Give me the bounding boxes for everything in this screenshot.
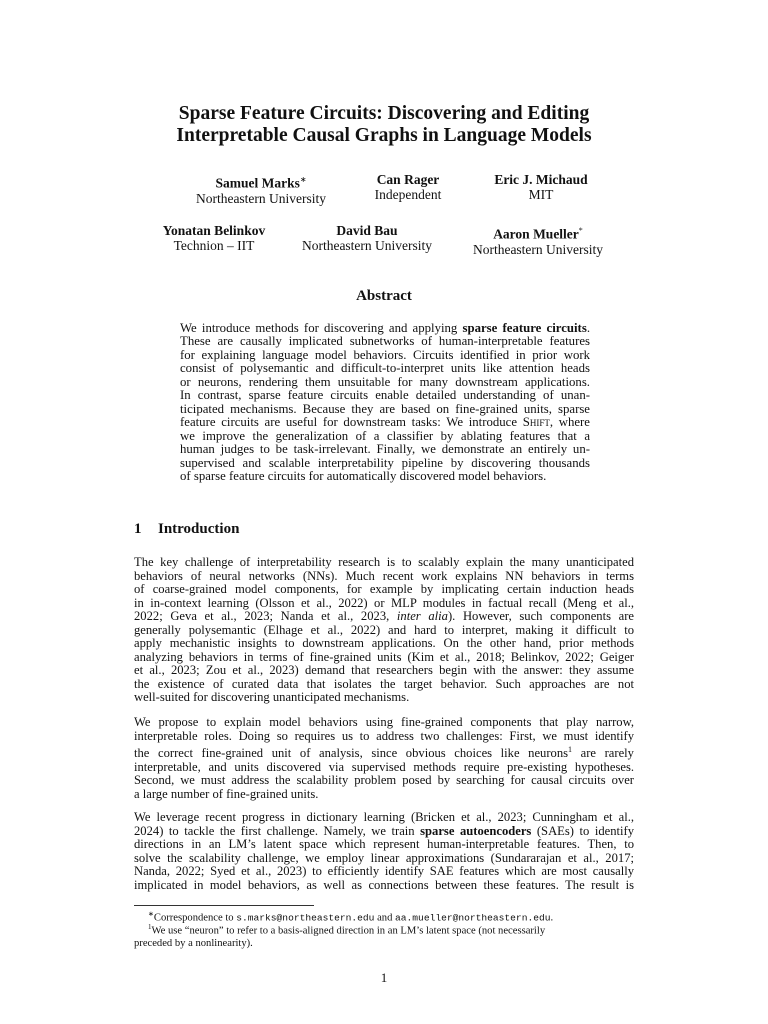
title-line: Sparse Feature Circuits: Discovering and Editing bbox=[178, 103, 590, 124]
text-line: well-suited for discovering unanticipated mechanisms. bbox=[134, 690, 410, 704]
footnote-ref: 1 bbox=[568, 745, 573, 754]
text-line: We introduce methods for discovering and applying sparse feature circuits. bbox=[180, 321, 591, 335]
email-link[interactable]: s.marks@northeastern.edu bbox=[236, 912, 375, 924]
text-line: We propose to explain model behaviors using fine-grained components that play narrow, bbox=[134, 715, 634, 729]
author-name: Can Rager bbox=[376, 172, 440, 187]
text-line: analyzing behaviors in terms of fine-grained units (Kim et al., 2018; Belinkov, 2022; Geiger bbox=[134, 649, 634, 664]
footnote-mark: ∗ bbox=[148, 910, 154, 918]
text-line: human judges to be task-irrelevant. Finally, we demonstrate an entirely un- bbox=[180, 442, 590, 457]
text-line: Second, we must address the scalability problem posed by searching for causal circuits over bbox=[134, 773, 634, 788]
author-affiliation: Technion – IIT bbox=[173, 238, 255, 253]
author-mark: * bbox=[578, 226, 583, 235]
abstract-body bbox=[180, 322, 590, 483]
text-line: implicated in model behaviors, as well as connections between these features. The result is bbox=[134, 877, 634, 892]
author-block bbox=[183, 172, 339, 206]
author-name: Eric J. Michaud bbox=[494, 172, 588, 187]
method-name: Shift bbox=[522, 415, 550, 430]
text-line: of sparse feature circuits for automatically discovered model behaviors. bbox=[180, 468, 547, 483]
italic-term: inter alia bbox=[396, 609, 448, 623]
text-line: for explaining language model behaviors. Circuits identified in prior work bbox=[180, 347, 590, 362]
footnote-text: Correspondence to bbox=[153, 912, 237, 924]
author-name: Aaron Mueller bbox=[493, 226, 579, 242]
text-line: behaviors of neural networks (NNs). Much recent work explains NN behaviors in terms bbox=[134, 568, 634, 583]
text-line: the existence of curated data that isolates the target behavior. Such approaches are not bbox=[134, 676, 634, 691]
section-heading bbox=[134, 521, 239, 538]
text-line: interpretable roles. Doing so requires us to address two challenges: First, we must identify bbox=[134, 728, 634, 743]
text-line: supervised and scalable interpretability pipeline by discovering thousands bbox=[180, 455, 590, 470]
author-block bbox=[348, 172, 468, 202]
text-line: We leverage recent progress in dictionary learning (Bricken et al., 2023; Cunningham et al., bbox=[134, 810, 634, 824]
text-line: 2022; Geva et al., 2023; Nanda et al., 2023, inter alia). However, such components are bbox=[134, 609, 634, 623]
text-line: the correct fine-grained unit of analysis, since obvious choices like neurons$^1$ are rarely bbox=[134, 745, 634, 761]
abstract-heading: Abstract bbox=[356, 288, 412, 304]
author-name: Samuel Marks bbox=[215, 175, 300, 191]
author-mark: ∗ bbox=[299, 175, 307, 184]
footnote-text: preceded by a nonlinearity). bbox=[134, 938, 253, 950]
author-block bbox=[291, 223, 443, 253]
text-line: These are causally implicated subnetworks of human-interpretable features bbox=[180, 334, 590, 349]
section-title: Introduction bbox=[158, 521, 240, 537]
author-affiliation: Independent bbox=[374, 187, 442, 202]
author-block bbox=[481, 172, 601, 202]
footnote-neuron bbox=[134, 921, 634, 951]
paper-title bbox=[0, 103, 768, 147]
text-line: interpretable, and units discovered via supervised methods require pre-existing hypotheses. bbox=[134, 759, 634, 774]
text-line: et al., 2023; Zou et al., 2023) demand that researchers begin with the answer: they assume bbox=[134, 663, 634, 677]
author-affiliation: Northeastern University bbox=[472, 241, 604, 257]
intro-paragraph bbox=[134, 811, 634, 892]
text-line: directions in an LM’s latent space which represent human-interpretable features. Then, to bbox=[134, 837, 634, 851]
footnote-text: and bbox=[374, 912, 396, 924]
footnote-text: We use “neuron” to refer to a basis-aligned direction in an LM’s latent space (not necessarily bbox=[151, 925, 546, 937]
section-number: 1 bbox=[134, 521, 142, 537]
author-block bbox=[462, 223, 614, 257]
author-name: Yonatan Belinkov bbox=[162, 223, 266, 238]
author-affiliation: Northeastern University bbox=[195, 190, 327, 206]
bold-term: sparse feature circuits bbox=[462, 321, 587, 335]
author-affiliation: Northeastern University bbox=[301, 238, 433, 253]
text-line: apply mechanistic insights to downstream applications. On the other hand, prior methods bbox=[134, 636, 634, 650]
text-line: generally polysemantic (Elhage et al., 2022) and hard to interpret, making it difficult to bbox=[134, 622, 634, 637]
intro-paragraph bbox=[134, 716, 634, 801]
text-line: solve the scalability challenge, we employ linear approximations (Sundararajan et al., 2017; bbox=[134, 850, 634, 865]
bold-term: sparse autoencoders bbox=[420, 823, 532, 838]
text-line: 2024) to tackle the first challenge. Namely, we train sparse autoencoders (SAEs) to identify bbox=[134, 823, 634, 838]
text-line: consist of polysemantic and difficult-to-interpret units like attention heads bbox=[180, 361, 590, 376]
author-affiliation: MIT bbox=[528, 187, 554, 202]
title-line: Interpretable Causal Graphs in Language Models bbox=[176, 125, 592, 146]
email-link[interactable]: aa.mueller@northeastern.edu bbox=[395, 912, 551, 924]
footnote-rule bbox=[134, 905, 314, 906]
page-number: 1 bbox=[380, 970, 388, 985]
text-line: In contrast, sparse feature circuits enable detailed understanding of unan- bbox=[180, 388, 590, 403]
text-line: in in-context learning (Olsson et al., 2022) or MLP modules in factual recall (Meng et al., bbox=[134, 595, 634, 610]
author-block bbox=[150, 223, 278, 253]
text-line: of coarse-grained model components, for example by implicating certain induction heads bbox=[134, 582, 634, 596]
text-line: Nanda, 2022; Syed et al., 2023) to efficiently identify SAE features which are most causally bbox=[134, 864, 634, 878]
footnote-text: . bbox=[550, 912, 554, 924]
text-line: The key challenge of interpretability research is to scalably explain the many unanticipated bbox=[134, 555, 634, 569]
text-line: ticipated mechanisms. Because they are based on fine-grained units, sparse bbox=[180, 401, 590, 416]
footnote-mark: 1 bbox=[148, 923, 152, 931]
text-line: we improve the generalization of a classifier by ablating features that a bbox=[180, 428, 590, 443]
intro-paragraph bbox=[134, 556, 634, 705]
author-name: David Bau bbox=[336, 223, 398, 238]
text-line: a large number of fine-grained units. bbox=[134, 786, 319, 801]
text-line: feature circuits are useful for downstream tasks: We introduce Shift, where bbox=[180, 415, 590, 430]
text-line: or neurons, rendering them unsuitable for many downstream applications. bbox=[180, 374, 590, 389]
